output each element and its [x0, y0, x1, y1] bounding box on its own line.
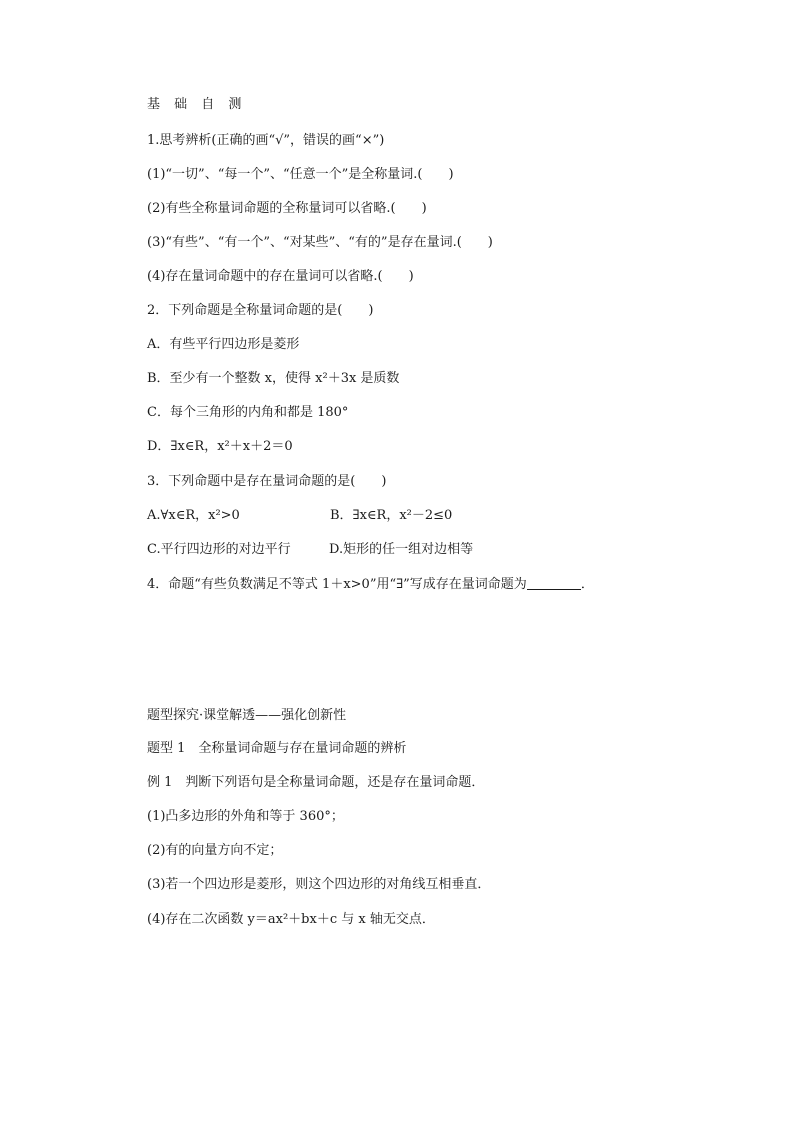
section-heading-type-exploration: 题型探究·课堂解透——强化创新性	[147, 708, 347, 723]
question-3-stem: 3．下列命题中是存在量词命题的是( )	[147, 474, 387, 489]
question-2-stem: 2．下列命题是全称量词命题的是( )	[147, 303, 374, 318]
question-3-option-d: D.矩形的任一组对边相等	[329, 542, 474, 557]
question-2-option-d: D．∃x∈R，x²＋x＋2＝0	[147, 439, 293, 454]
question-3-option-b: B．∃x∈R，x²－2≤0	[330, 508, 453, 523]
question-3-option-c: C.平行四边形的对边平行	[147, 542, 291, 557]
question-1-item-3: (3)“有些”、“有一个”、“对某些”、“有的”是存在量词.( )	[147, 235, 493, 250]
question-1-intro: 1.思考辨析(正确的画“√”，错误的画“×”)	[147, 133, 385, 148]
example-1-item-3: (3)若一个四边形是菱形，则这个四边形的对角线互相垂直．	[147, 877, 491, 892]
answer-blank[interactable]	[527, 576, 581, 590]
question-3-option-a: A.∀x∈R，x²>0	[147, 508, 240, 523]
example-1-item-4: (4)存在二次函数 y＝ax²＋bx＋c 与 x 轴无交点．	[147, 912, 435, 927]
question-4-row	[147, 576, 594, 594]
question-2-option-b: B．至少有一个整数 x，使得 x²＋3x 是质数	[147, 371, 400, 386]
question-2-option-c: C．每个三角形的内角和都是 180°	[147, 405, 349, 420]
example-1-intro: 例 1 判断下列语句是全称量词命题，还是存在量词命题．	[147, 775, 485, 790]
question-1-item-2: (2)有些全称量词命题的全称量词可以省略.( )	[147, 201, 427, 216]
question-2-option-a: A．有些平行四边形是菱形	[147, 337, 300, 352]
example-1-item-1: (1)凸多边形的外角和等于 360°；	[147, 809, 344, 824]
question-3-row-cd	[147, 541, 474, 559]
question-1-item-1: (1)“一切”、“每一个”、“任意一个”是全称量词.( )	[147, 167, 454, 182]
question-1-item-4: (4)存在量词命题中的存在量词可以省略.( )	[147, 269, 414, 284]
type-1-title: 题型 1 全称量词命题与存在量词命题的辨析	[147, 741, 407, 756]
example-1-item-2: (2)有的向量方向不定；	[147, 843, 283, 858]
section-heading-basic-test: 基 础 自 测	[147, 97, 247, 112]
question-3-row-ab	[147, 507, 453, 525]
question-4-stem: 4．命题“有些负数满足不等式 1＋x>0”用“∃”写成存在量词命题为	[147, 577, 527, 592]
question-4-end: ．	[580, 577, 594, 592]
